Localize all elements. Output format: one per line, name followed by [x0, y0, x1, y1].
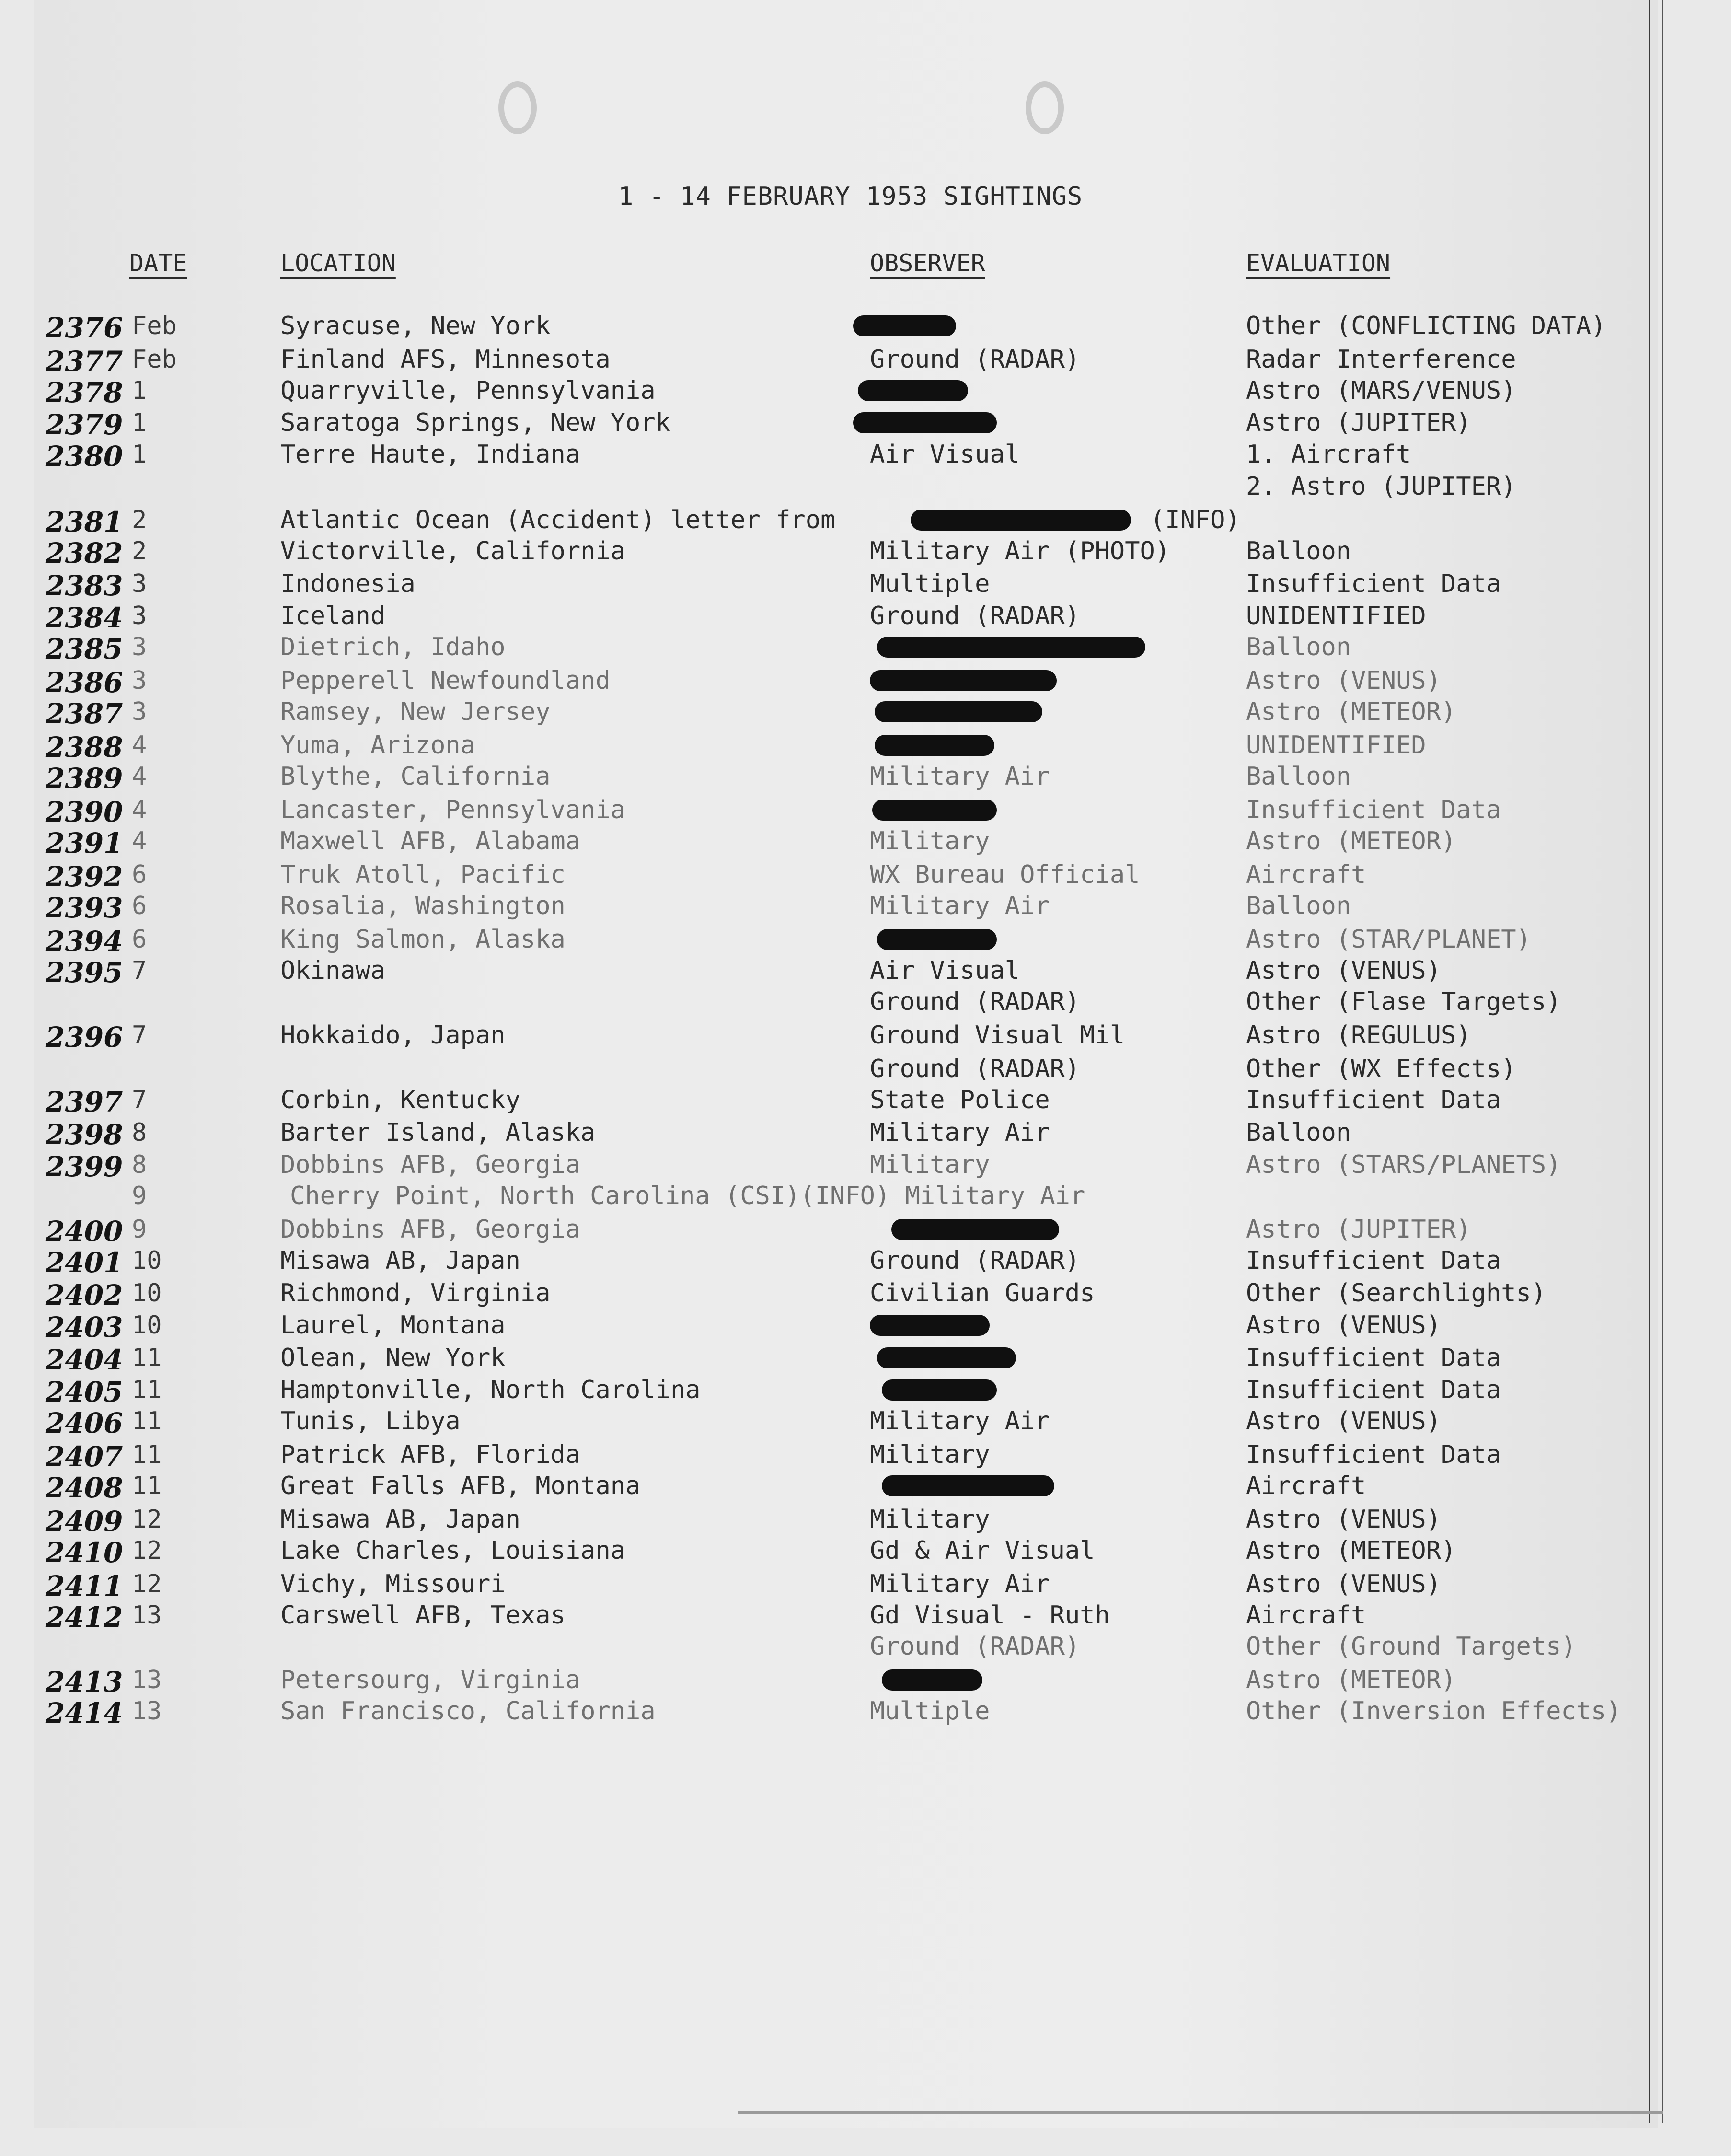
sighting-location: Quarryville, Pennsylvania [280, 376, 656, 405]
sighting-observer: Ground (RADAR) [870, 987, 1080, 1016]
sighting-date: 3 [132, 697, 147, 726]
sighting-number: 2387 [46, 697, 123, 730]
sighting-observer: Military Air [870, 1570, 1050, 1599]
sighting-number: 2393 [46, 892, 123, 924]
sighting-observer: Military Air (PHOTO) [870, 537, 1170, 566]
sighting-number: 2381 [46, 506, 123, 538]
table-row [0, 569, 1731, 601]
sighting-evaluation: Astro (VENUS) [1246, 956, 1441, 985]
sighting-evaluation: Balloon [1246, 762, 1351, 791]
sighting-location: Pepperell Newfoundland [280, 666, 611, 695]
sighting-evaluation: Aircraft [1246, 1472, 1366, 1500]
sighting-observer: Military Air [870, 762, 1050, 791]
sighting-number: 2392 [46, 860, 123, 893]
sighting-location: King Salmon, Alaska [280, 925, 565, 954]
sighting-evaluation: Balloon [1246, 537, 1351, 566]
sighting-evaluation: Insufficient Data [1246, 1376, 1501, 1404]
sighting-observer: Gd Visual - Ruth [870, 1601, 1110, 1630]
sighting-location: Great Falls AFB, Montana [280, 1472, 641, 1500]
sighting-evaluation: Astro (VENUS) [1246, 1570, 1441, 1599]
sighting-date: 4 [132, 796, 147, 824]
punch-hole [498, 81, 537, 134]
sighting-date: 12 [132, 1536, 162, 1565]
sighting-location: Barter Island, Alaska [280, 1118, 596, 1147]
table-row [0, 537, 1731, 568]
redaction-bar [870, 670, 1057, 691]
sighting-evaluation: Astro (JUPITER) [1246, 408, 1471, 437]
sighting-number: 2401 [46, 1246, 123, 1279]
sighting-location: Misawa AB, Japan [280, 1246, 520, 1275]
sighting-evaluation: Balloon [1246, 1118, 1351, 1147]
sighting-observer: WX Bureau Official [870, 860, 1140, 889]
sighting-date: 9 [132, 1215, 147, 1244]
sighting-evaluation: Astro (MARS/VENUS) [1246, 376, 1516, 405]
sighting-location: Carswell AFB, Texas [280, 1601, 565, 1630]
sighting-observer: Air Visual [870, 440, 1020, 469]
table-row [0, 1407, 1731, 1438]
table-row [0, 1055, 1731, 1086]
sighting-evaluation: 1. Aircraft [1246, 440, 1411, 469]
sighting-date: 4 [132, 827, 147, 856]
sighting-number: 2409 [46, 1505, 123, 1538]
sighting-location: Lancaster, Pennsylvania [280, 796, 626, 824]
table-row [0, 827, 1731, 858]
sighting-observer: Military Air [870, 892, 1050, 920]
sighting-location: Dietrich, Idaho [280, 633, 506, 661]
table-row [0, 1697, 1731, 1728]
sighting-observer: State Police [870, 1086, 1050, 1114]
sighting-location: Hamptonville, North Carolina [280, 1376, 701, 1404]
sighting-location: Victorville, California [280, 537, 626, 566]
sighting-location: Dobbins AFB, Georgia [280, 1215, 581, 1244]
sighting-number: 2406 [46, 1407, 123, 1439]
sighting-evaluation: Other (Inversion Effects) [1246, 1697, 1621, 1726]
sighting-date: 3 [132, 569, 147, 598]
sighting-date: 7 [132, 1086, 147, 1114]
sighting-observer: Ground (RADAR) [870, 1246, 1080, 1275]
sighting-observer: Ground (RADAR) [870, 602, 1080, 630]
sighting-evaluation: Astro (METEOR) [1246, 1536, 1456, 1565]
sighting-location: Ramsey, New Jersey [280, 697, 551, 726]
sighting-date: 10 [132, 1246, 162, 1275]
table-row [0, 925, 1731, 957]
sighting-evaluation: Astro (METEOR) [1246, 1666, 1456, 1694]
sighting-evaluation: 2. Astro (JUPITER) [1246, 472, 1516, 501]
sighting-number: 2389 [46, 762, 123, 795]
sighting-date: 1 [132, 440, 147, 469]
table-row [0, 1215, 1731, 1247]
redaction-bar [891, 1219, 1059, 1240]
redaction-bar [882, 1475, 1054, 1496]
sighting-location: Okinawa [280, 956, 386, 985]
sighting-date: 11 [132, 1440, 162, 1469]
sighting-number: 2385 [46, 633, 123, 665]
table-row [0, 796, 1731, 827]
sighting-location: Terre Haute, Indiana [280, 440, 581, 469]
sighting-date: 2 [132, 506, 147, 534]
sighting-date: 7 [132, 1021, 147, 1050]
table-row [0, 376, 1731, 408]
page-bottom-edge [738, 2111, 1663, 2114]
sighting-evaluation: Astro (VENUS) [1246, 1407, 1441, 1436]
sighting-date: 3 [132, 666, 147, 695]
sighting-location: Vichy, Missouri [280, 1570, 506, 1599]
sighting-date: 6 [132, 892, 147, 920]
sighting-location: San Francisco, California [280, 1697, 656, 1726]
sighting-location: Cherry Point, North Carolina (CSI)(INFO) Military Air [290, 1182, 1085, 1210]
sighting-location: Indonesia [280, 569, 415, 598]
table-row [0, 408, 1731, 440]
redaction-bar [872, 800, 997, 821]
sighting-location: Richmond, Virginia [280, 1279, 551, 1308]
table-row [0, 602, 1731, 633]
sighting-number: 2384 [46, 602, 123, 634]
sighting-number: 2411 [46, 1570, 123, 1602]
sighting-evaluation: UNIDENTIFIED [1246, 731, 1426, 760]
table-row [0, 1086, 1731, 1117]
sighting-evaluation: Astro (REGULUS) [1246, 1021, 1471, 1050]
sighting-location: Iceland [280, 602, 386, 630]
sighting-observer: Civilian Guards [870, 1279, 1095, 1308]
table-row [0, 1279, 1731, 1310]
sighting-number: 2398 [46, 1118, 123, 1151]
redaction-bar [882, 1669, 982, 1691]
redaction-bar [911, 510, 1131, 531]
sighting-location: Misawa AB, Japan [280, 1505, 520, 1534]
redaction-bar [870, 1315, 990, 1336]
sighting-number: 2400 [46, 1215, 123, 1248]
sighting-evaluation: Astro (METEOR) [1246, 697, 1456, 726]
table-row [0, 1666, 1731, 1697]
table-row [0, 1344, 1731, 1375]
sighting-number: 2376 [46, 312, 123, 344]
table-row [0, 1472, 1731, 1503]
table-row [0, 1505, 1731, 1537]
sighting-evaluation: Other (WX Effects) [1246, 1055, 1516, 1083]
sighting-evaluation: Other (CONFLICTING DATA) [1246, 312, 1606, 340]
sighting-number: 2395 [46, 956, 123, 989]
table-row [0, 1376, 1731, 1407]
table-row [0, 345, 1731, 377]
sighting-location: Petersourg, Virginia [280, 1666, 581, 1694]
table-row [0, 472, 1731, 504]
sighting-number: 2402 [46, 1279, 123, 1311]
table-row [0, 1118, 1731, 1150]
sighting-observer: (INFO) [1150, 506, 1240, 534]
sighting-evaluation: Astro (STAR/PLANET) [1246, 925, 1531, 954]
sighting-date: 3 [132, 602, 147, 630]
sighting-evaluation: UNIDENTIFIED [1246, 602, 1426, 630]
sighting-number: 2390 [46, 796, 123, 828]
sighting-evaluation: Other (Flase Targets) [1246, 987, 1561, 1016]
sighting-evaluation: Astro (VENUS) [1246, 666, 1441, 695]
sighting-observer: Ground (RADAR) [870, 1055, 1080, 1083]
sighting-number: 2407 [46, 1440, 123, 1473]
sighting-date: 13 [132, 1666, 162, 1694]
sighting-observer: Multiple [870, 569, 990, 598]
sighting-date: 12 [132, 1570, 162, 1599]
table-row [0, 1150, 1731, 1182]
sighting-evaluation: Astro (VENUS) [1246, 1505, 1441, 1534]
sighting-evaluation: Insufficient Data [1246, 569, 1501, 598]
sighting-number: 2412 [46, 1601, 123, 1634]
table-row [0, 762, 1731, 794]
sighting-location: Tunis, Libya [280, 1407, 461, 1436]
sighting-date: 11 [132, 1472, 162, 1500]
sighting-date: 8 [132, 1118, 147, 1147]
sighting-date: 4 [132, 762, 147, 791]
table-row [0, 312, 1731, 343]
sighting-date: 6 [132, 925, 147, 954]
sighting-number: 2383 [46, 569, 123, 602]
sighting-number: 2408 [46, 1472, 123, 1504]
sighting-evaluation: Other (Searchlights) [1246, 1279, 1546, 1308]
table-row [0, 1311, 1731, 1343]
sighting-number: 2397 [46, 1086, 123, 1118]
table-row [0, 697, 1731, 729]
sighting-number: 2413 [46, 1666, 123, 1698]
sighting-location: Laurel, Montana [280, 1311, 506, 1340]
sighting-evaluation: Astro (JUPITER) [1246, 1215, 1471, 1244]
sighting-number: 2414 [46, 1697, 123, 1729]
sighting-evaluation: Aircraft [1246, 860, 1366, 889]
column-header-evaluation: EVALUATION [1246, 249, 1391, 277]
sighting-number: 2403 [46, 1311, 123, 1344]
sighting-location: Truk Atoll, Pacific [280, 860, 565, 889]
table-row [0, 1632, 1731, 1664]
sighting-observer: Air Visual [870, 956, 1020, 985]
sighting-number: 2405 [46, 1376, 123, 1408]
sighting-number: 2379 [46, 408, 123, 441]
sighting-location: Blythe, California [280, 762, 551, 791]
sighting-date: 12 [132, 1505, 162, 1534]
sighting-observer: Gd & Air Visual [870, 1536, 1095, 1565]
sighting-number: 2394 [46, 925, 123, 958]
document-title: 1 - 14 FEBRUARY 1953 SIGHTINGS [618, 182, 1083, 211]
sighting-observer: Military [870, 1150, 990, 1179]
redaction-bar [877, 1347, 1016, 1368]
table-row [0, 506, 1731, 537]
sighting-evaluation: Balloon [1246, 892, 1351, 920]
sighting-evaluation: Balloon [1246, 633, 1351, 661]
column-header-date: DATE [129, 249, 187, 277]
sighting-number: 2404 [46, 1344, 123, 1376]
table-row [0, 1536, 1731, 1568]
column-header-observer: OBSERVER [870, 249, 985, 277]
column-header-location: LOCATION [280, 249, 396, 277]
sighting-observer: Military [870, 1505, 990, 1534]
sighting-observer: Military [870, 1440, 990, 1469]
table-row [0, 956, 1731, 988]
redaction-bar [877, 637, 1145, 658]
sighting-location: Corbin, Kentucky [280, 1086, 520, 1114]
sighting-evaluation: Aircraft [1246, 1601, 1366, 1630]
sighting-evaluation: Insufficient Data [1246, 1344, 1501, 1372]
sighting-evaluation: Astro (STARS/PLANETS) [1246, 1150, 1561, 1179]
sighting-date: 11 [132, 1344, 162, 1372]
sighting-date: 2 [132, 537, 147, 566]
sighting-location: Olean, New York [280, 1344, 506, 1372]
sighting-number: 2410 [46, 1536, 123, 1569]
sighting-number: 2378 [46, 376, 123, 409]
table-row [0, 440, 1731, 472]
sighting-number: 2382 [46, 537, 123, 569]
sighting-location: Maxwell AFB, Alabama [280, 827, 581, 856]
redaction-bar [853, 412, 997, 433]
sighting-location: Lake Charles, Louisiana [280, 1536, 626, 1565]
table-row [0, 1021, 1731, 1053]
redaction-bar [858, 380, 968, 401]
sighting-date: 1 [132, 408, 147, 437]
table-row [0, 860, 1731, 892]
redaction-bar [882, 1379, 997, 1401]
sighting-date: 8 [132, 1150, 147, 1179]
sighting-observer: Military Air [870, 1407, 1050, 1436]
sighting-evaluation: Insufficient Data [1246, 1246, 1501, 1275]
sighting-date: 9 [132, 1182, 147, 1210]
table-row [0, 731, 1731, 763]
sighting-number: 2388 [46, 731, 123, 764]
sighting-date: 11 [132, 1376, 162, 1404]
sighting-observer: Military [870, 827, 990, 856]
table-row [0, 1601, 1731, 1633]
sighting-evaluation: Other (Ground Targets) [1246, 1632, 1576, 1661]
table-row [0, 892, 1731, 923]
table-row [0, 1440, 1731, 1472]
sighting-observer: Ground (RADAR) [870, 1632, 1080, 1661]
sighting-number: 2391 [46, 827, 123, 859]
sighting-location: Rosalia, Washington [280, 892, 565, 920]
sighting-number: 2386 [46, 666, 123, 699]
sighting-evaluation: Astro (METEOR) [1246, 827, 1456, 856]
redaction-bar [875, 701, 1042, 722]
redaction-bar [875, 735, 994, 756]
table-row [0, 666, 1731, 698]
sighting-number: 2396 [46, 1021, 123, 1054]
sighting-location: Syracuse, New York [280, 312, 551, 340]
sighting-date: 6 [132, 860, 147, 889]
sighting-date: 7 [132, 956, 147, 985]
table-row [0, 633, 1731, 664]
table-row [0, 1182, 1731, 1213]
sighting-observer: Ground Visual Mil [870, 1021, 1125, 1050]
table-row [0, 1570, 1731, 1601]
sighting-location: Atlantic Ocean (Accident) letter from [280, 506, 836, 534]
table-row [0, 1246, 1731, 1278]
sighting-evaluation: Radar Interference [1246, 345, 1516, 374]
sighting-evaluation: Insufficient Data [1246, 796, 1501, 824]
sighting-date: 10 [132, 1279, 162, 1308]
sighting-evaluation: Astro (VENUS) [1246, 1311, 1441, 1340]
sighting-date: 13 [132, 1601, 162, 1630]
sighting-location: Dobbins AFB, Georgia [280, 1150, 581, 1179]
sighting-number: 2380 [46, 440, 123, 473]
sighting-date: Feb [132, 345, 177, 374]
sighting-evaluation: Insufficient Data [1246, 1086, 1501, 1114]
sighting-location: Saratoga Springs, New York [280, 408, 670, 437]
punch-hole [1026, 81, 1064, 134]
sighting-date: 4 [132, 731, 147, 760]
sighting-date: 13 [132, 1697, 162, 1726]
sighting-date: 10 [132, 1311, 162, 1340]
sighting-date: 1 [132, 376, 147, 405]
sighting-number: 2399 [46, 1150, 123, 1183]
sighting-location: Finland AFS, Minnesota [280, 345, 611, 374]
redaction-bar [877, 929, 997, 950]
sighting-date: Feb [132, 312, 177, 340]
sighting-location: Hokkaido, Japan [280, 1021, 506, 1050]
sighting-evaluation: Insufficient Data [1246, 1440, 1501, 1469]
sighting-location: Patrick AFB, Florida [280, 1440, 581, 1469]
sighting-observer: Military Air [870, 1118, 1050, 1147]
sighting-observer: Ground (RADAR) [870, 345, 1080, 374]
sighting-observer: Multiple [870, 1697, 990, 1726]
sighting-date: 3 [132, 633, 147, 661]
sighting-location: Yuma, Arizona [280, 731, 475, 760]
redaction-bar [853, 315, 956, 336]
sighting-date: 11 [132, 1407, 162, 1436]
sighting-number: 2377 [46, 345, 123, 378]
table-row [0, 987, 1731, 1019]
